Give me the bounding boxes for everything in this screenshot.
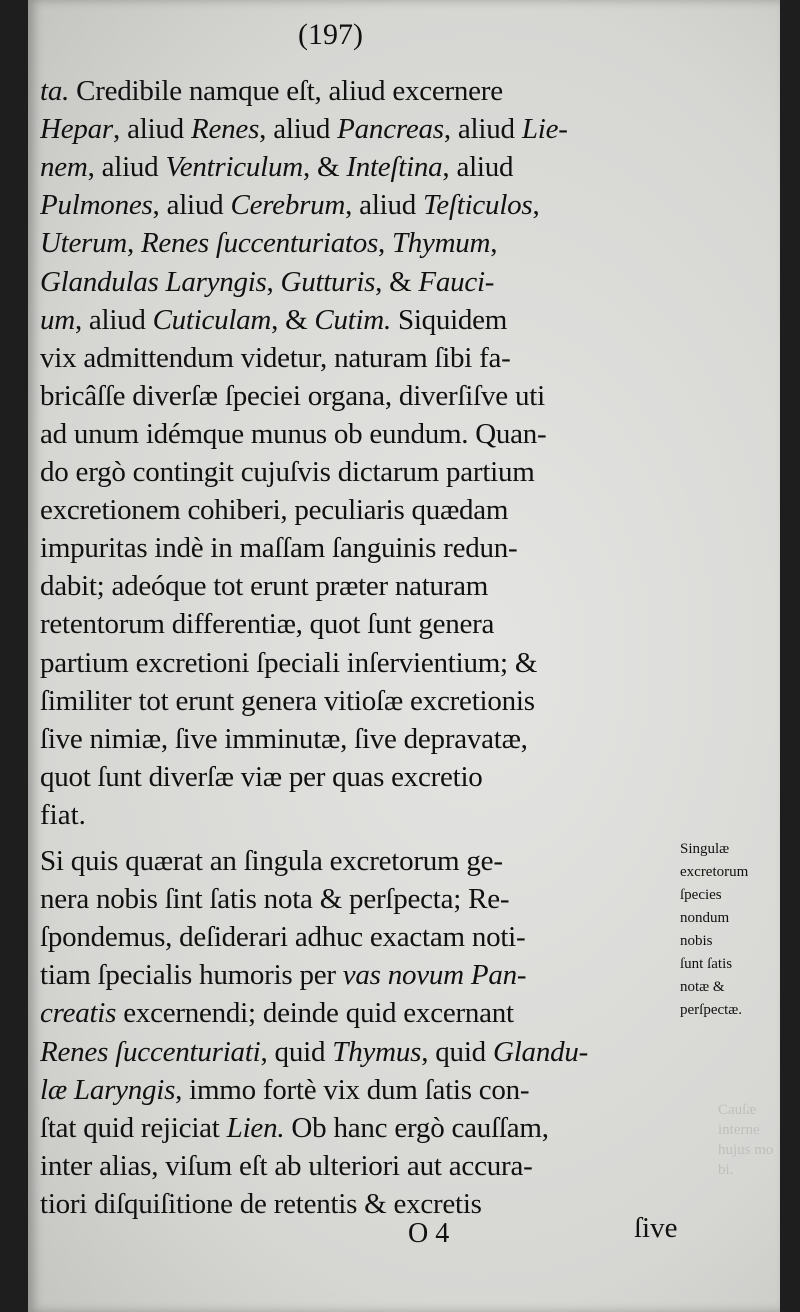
bleed-line: hujus mo — [718, 1142, 774, 1158]
italic-text: Gutturis — [280, 265, 376, 298]
text-run: , — [490, 227, 498, 260]
text-line — [40, 491, 680, 529]
text-line — [40, 644, 680, 682]
italic-text: creatis — [40, 997, 117, 1030]
text-line — [40, 758, 680, 796]
text-run: , — [126, 227, 141, 260]
italic-text: Cuticulam — [152, 303, 272, 336]
signature-mark: O 4 — [408, 1218, 450, 1249]
text-run: Si quis quærat an ſingula excretorum ge- — [40, 845, 503, 877]
text-line — [40, 994, 680, 1032]
marginal-note-line: notæ & — [680, 979, 725, 995]
text-run: tiori diſquiſitione de retentis & excretis — [40, 1187, 482, 1220]
book-page — [28, 0, 780, 1312]
bleed-line: bi. — [718, 1162, 734, 1178]
text-run: quot ſunt diverſæ viæ per quas excretio — [40, 760, 483, 793]
italic-text: Lien. — [226, 1111, 285, 1144]
italic-text: Cerebrum — [230, 189, 346, 222]
text-line — [40, 339, 680, 377]
italic-text: Thymum — [391, 227, 491, 260]
text-run: , — [532, 189, 540, 222]
text-line — [40, 186, 680, 224]
text-line — [40, 1033, 680, 1071]
text-run: bricâſſe diverſæ ſpeciei organa, diverſiſve uti — [40, 379, 545, 412]
italic-text: læ Laryngis — [40, 1073, 176, 1106]
bleed-through-text — [718, 1100, 800, 1200]
italic-text: Pulmones — [40, 189, 153, 222]
text-run: , & — [271, 303, 315, 336]
text-line — [40, 453, 680, 491]
text-run: , — [377, 227, 392, 260]
text-line — [40, 720, 680, 758]
marginal-note-line: excretorum — [680, 864, 749, 880]
text-line — [40, 263, 680, 301]
text-line — [40, 796, 680, 834]
italic-text: Teſticulos — [423, 189, 533, 222]
text-run: , aliud — [442, 151, 514, 184]
text-run: , aliud — [443, 113, 522, 146]
text-line — [40, 1185, 680, 1223]
italic-text: Lie- — [521, 113, 568, 146]
text-line — [40, 682, 680, 720]
text-line — [40, 1071, 680, 1109]
italic-text: Pancreas — [337, 113, 444, 146]
text-run: do ergò contingit cujuſvis dictarum partium — [40, 456, 535, 488]
text-run: inter alias, viſum eſt ab ulteriori aut accura- — [40, 1149, 533, 1182]
text-line — [40, 377, 680, 415]
italic-text: Cutim. — [314, 303, 391, 336]
text-run: , & — [375, 265, 419, 298]
italic-text: Renes ſuccenturiati — [40, 1035, 261, 1068]
text-run: , aliud — [113, 113, 191, 146]
italic-text: Uterum — [40, 227, 127, 260]
text-line — [40, 1147, 680, 1185]
italic-text: Thymus — [332, 1035, 422, 1068]
marginal-note-line: perſpectæ. — [680, 1002, 743, 1018]
text-line — [40, 956, 680, 994]
text-run: retentorum differentiæ, quot ſunt genera — [40, 608, 495, 641]
text-line — [40, 842, 680, 880]
text-line — [40, 605, 680, 643]
italic-text: vas novum Pan- — [342, 959, 527, 992]
text-run: , aliud — [87, 151, 166, 184]
italic-text: Ventriculum — [165, 151, 303, 184]
marginal-note-line: nobis — [680, 933, 713, 949]
italic-text: Glandulas Laryngis — [40, 265, 267, 298]
text-line — [40, 1109, 680, 1147]
text-run: dabit; adeóque tot erunt præter naturam — [40, 570, 489, 603]
text-line — [40, 301, 680, 339]
text-run: ſive nimiæ, ſive imminutæ, ſive depravatæ, — [40, 722, 528, 755]
italic-text: nem — [40, 151, 88, 184]
text-run: partium excretioni ſpeciali inſervientium; & — [40, 646, 538, 679]
text-run: , aliud — [259, 113, 338, 146]
text-run: nera nobis ſint ſatis nota & perſpecta; Re- — [40, 883, 510, 916]
italic-text: Inteſtina — [346, 151, 443, 184]
text-line — [40, 415, 680, 453]
italic-text: Renes — [191, 113, 260, 146]
text-line — [40, 148, 680, 186]
bleed-line: interne — [718, 1122, 760, 1138]
marginal-note-line: ſunt ſatis — [680, 956, 733, 972]
text-run: vix admittendum videtur, naturam ſibi fa- — [40, 341, 511, 374]
bleed-line: Cauſæ — [718, 1102, 757, 1118]
italic-text: Renes ſuccenturiatos — [140, 227, 378, 260]
text-run: tiam ſpecialis humoris per — [40, 959, 343, 992]
marginal-note-line: Singulæ — [680, 841, 730, 857]
text-run: ſimiliter tot erunt genera vitioſæ excretionis — [40, 684, 535, 717]
text-run: Credibile namque eſt, aliud excernere — [76, 75, 503, 107]
text-line — [40, 918, 680, 956]
text-run: , aliud — [74, 303, 153, 336]
text-run: Siquidem — [390, 303, 508, 336]
marginal-note-line: ſpecies — [680, 887, 722, 903]
text-line — [40, 567, 680, 605]
text-run: impuritas indè in maſſam ſanguinis redun- — [40, 532, 518, 565]
text-line — [40, 224, 680, 262]
text-run: , immo fortè vix dum ſatis con- — [175, 1073, 530, 1106]
text-run: , aliud — [345, 189, 424, 222]
italic-text: Fauci- — [418, 265, 495, 298]
text-run: , quid — [421, 1035, 493, 1068]
text-run: ſtat quid rejiciat — [40, 1111, 227, 1144]
italic-text: ta. — [40, 75, 77, 107]
page-number: (197) — [298, 18, 363, 51]
text-run: , & — [302, 151, 347, 184]
italic-text: Glandu- — [492, 1035, 589, 1068]
text-run: , aliud — [152, 189, 231, 222]
text-line — [40, 880, 680, 918]
text-line — [40, 529, 680, 567]
text-line — [40, 72, 680, 110]
text-run: excernendi; deinde quid excernant — [116, 997, 514, 1030]
text-run: ſpondemus, deſiderari adhuc exactam noti- — [40, 921, 526, 954]
text-run: ad unum idémque munus ob eundum. Quan- — [40, 417, 547, 450]
text-line — [40, 110, 680, 148]
text-run: , quid — [260, 1035, 333, 1068]
italic-text: um — [40, 303, 75, 336]
text-run: fiat. — [40, 798, 86, 831]
italic-text: Hepar — [40, 113, 114, 146]
marginal-note-line: nondum — [680, 910, 730, 926]
text-run: excretionem cohiberi, peculiaris quædam — [40, 494, 509, 527]
catchword: ſive — [634, 1212, 678, 1244]
text-run: , — [266, 265, 281, 298]
text-run: Ob hanc ergò cauſſam, — [284, 1111, 549, 1144]
